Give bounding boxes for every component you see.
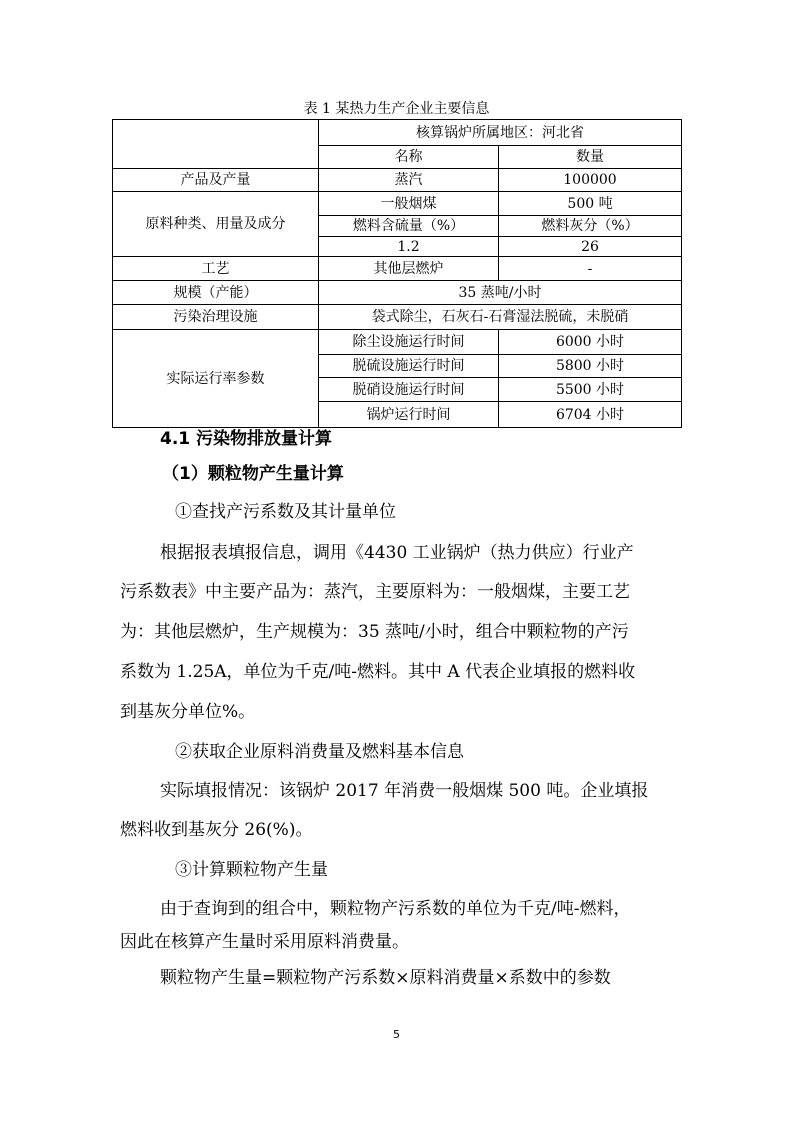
step-2: ②获取企业原料消费量及燃料基本信息 <box>175 742 464 762</box>
process-value: 其他层燃炉 <box>319 257 499 281</box>
product-name: 蒸汽 <box>319 169 499 192</box>
para1-line: 系数为 1.25A，单位为千克/吨-燃料。其中 A 代表企业填报的燃料收 <box>120 662 636 682</box>
product-quantity: 100000 <box>499 169 682 192</box>
formula-line: 颗粒物产生量=颗粒物产污系数×原料消费量×系数中的参数 <box>160 968 611 988</box>
process-quantity: - <box>499 257 682 281</box>
material-quantity: 500 吨 <box>499 192 682 216</box>
runtime-item-value: 5500 小时 <box>499 378 682 402</box>
table-caption: 表 1 某热力生产企业主要信息 <box>303 101 490 117</box>
product-label: 产品及产量 <box>113 169 319 192</box>
runtime-item-name: 脱硝设施运行时间 <box>319 378 499 402</box>
runtime-item-name: 锅炉运行时间 <box>319 402 499 428</box>
enterprise-info-table <box>112 119 682 428</box>
runtime-item-value: 6000 小时 <box>499 330 682 355</box>
para2-line: 燃料收到基灰分 26(%)。 <box>120 820 313 840</box>
para1-line: 为：其他层燃炉，生产规模为：35 蒸吨/小时，组合中颗粒物的产污 <box>120 622 629 642</box>
table-corner-cell <box>113 120 319 169</box>
para1-line: 根据报表填报信息，调用《4430 工业锅炉（热力供应）行业产 <box>160 543 634 563</box>
page-number: 5 <box>393 1028 400 1041</box>
para1-line: 污系数表》中主要产品为：蒸汽，主要原料为：一般烟煤，主要工艺 <box>120 582 630 602</box>
para1-line: 到基灰分单位%。 <box>120 702 256 722</box>
section-heading: 4.1 污染物排放量计算 <box>160 429 333 449</box>
material-name: 一般烟煤 <box>319 192 499 216</box>
facility-label: 污染治理设施 <box>113 305 319 330</box>
runtime-item-name: 除尘设施运行时间 <box>319 330 499 355</box>
sulfur-value: 1.2 <box>319 237 499 257</box>
scale-value: 35 蒸吨/小时 <box>319 281 682 305</box>
subsection-heading: （1）颗粒物产生量计算 <box>162 464 344 484</box>
para3-line: 因此在核算产生量时采用原料消费量。 <box>120 932 409 952</box>
ash-value: 26 <box>499 237 682 257</box>
scale-label: 规模（产能） <box>113 281 319 305</box>
runtime-label: 实际运行率参数 <box>113 330 319 428</box>
region-cell: 核算锅炉所属地区：河北省 <box>319 120 682 146</box>
step-1: ①查找产污系数及其计量单位 <box>175 502 396 522</box>
material-label: 原料种类、用量及成分 <box>113 192 319 257</box>
header-quantity: 数量 <box>499 146 682 169</box>
step-3: ③计算颗粒物产生量 <box>175 860 328 880</box>
runtime-item-value: 5800 小时 <box>499 355 682 378</box>
para3-line: 由于查询到的组合中，颗粒物产污系数的单位为千克/吨-燃料， <box>160 899 631 919</box>
runtime-item-name: 脱硫设施运行时间 <box>319 355 499 378</box>
facility-value: 袋式除尘，石灰石-石膏湿法脱硫，未脱硝 <box>319 305 682 330</box>
process-label: 工艺 <box>113 257 319 281</box>
para2-line: 实际填报情况：该锅炉 2017 年消费一般烟煤 500 吨。企业填报 <box>160 781 649 801</box>
sulfur-label: 燃料含硫量（%） <box>319 216 499 237</box>
runtime-item-value: 6704 小时 <box>499 402 682 428</box>
ash-label: 燃料灰分（%） <box>499 216 682 237</box>
header-name: 名称 <box>319 146 499 169</box>
